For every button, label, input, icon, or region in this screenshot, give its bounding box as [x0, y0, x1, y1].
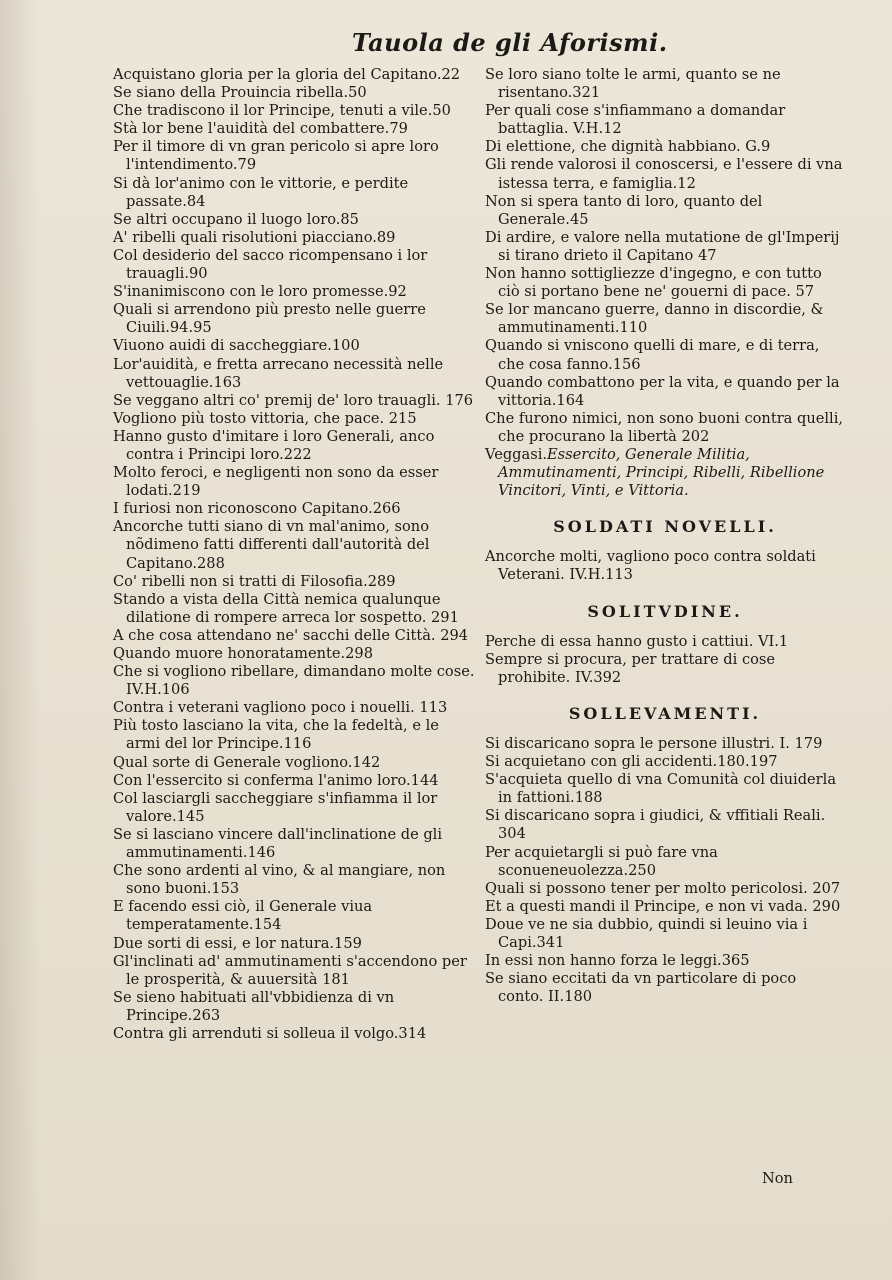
index-entry: Con l'essercito si conferma l'animo loro.144 [113, 771, 439, 789]
index-entry: Molto feroci, e negligenti non sono da esser lodati.219 [113, 464, 439, 500]
index-entry: Quando combattono per la vita, e quando per la vittoria.164 [485, 373, 840, 409]
right-entries-top [485, 66, 845, 446]
index-entry: Quando muore honoratamente.298 [113, 645, 373, 662]
index-entry: Se si lasciano vincere dall'inclinatione de gli ammutinamenti.146 [113, 825, 443, 862]
index-entry: Stà lor bene l'auidità del combattere.79 [113, 120, 408, 138]
index-entry: Viuono auidi di saccheggiare.100 [113, 337, 360, 355]
index-entry: Contra i veterani vagliono poco i nouelli. 113 [113, 699, 448, 717]
index-entry: A' ribelli quali risolutioni piacciano.89 [113, 228, 396, 246]
index-entry: S'acquieta quello di vna Comunità col diuiderla in fattioni.188 [485, 771, 837, 807]
index-entry: Ancorche tutti siano di vn mal'animo, sono nõdimeno fatti differenti dall'autorità del Capitano.288 [113, 518, 430, 572]
left-column [113, 66, 475, 1043]
entries-solitudine [485, 633, 845, 687]
see-also-refs: Essercito, Generale Militia, Ammutinamenti, Principi, Ribelli, Ribellione Vincitori, Vinti, e Vittoria. [498, 445, 825, 500]
heading-sollevamenti: SOLLEVAMENTI. [568, 703, 762, 723]
index-entry: Se siano eccitati da vn particolare di poco conto. II.180 [485, 970, 797, 1006]
index-entry: Se siano della Prouincia ribella.50 [113, 84, 367, 102]
index-entry: Co' ribelli non si tratti di Filosofia.289 [113, 572, 396, 590]
index-entry: Per acquietargli si può fare vna sconueneuolezza.250 [485, 843, 718, 879]
entries-sollevamenti [485, 735, 845, 1006]
index-entry: Non hanno sottigliezze d'ingegno, e con tutto ciò si portano bene ne' gouerni di pace. 57 [485, 265, 822, 301]
index-entry: Più tosto lasciano la vita, che la fedeltà, e le armi del lor Principe.116 [113, 717, 439, 753]
index-entry: Quali si arrendono più presto nelle guerre Ciuili.94.95 [113, 301, 426, 337]
index-entry: Se sieno habituati all'vbbidienza di vn Principe.263 [113, 988, 395, 1024]
index-entry: S'inanimiscono con le loro promesse.92 [113, 283, 407, 301]
index-entry: Che si vogliono ribellare, dimandano molte cose. IV.H.106 [113, 663, 475, 699]
index-entry: Hanno gusto d'imitare i loro Generali, anco contra i Principi loro.222 [113, 427, 435, 463]
index-entry: Contra gli arrenduti si solleua il volgo.314 [113, 1024, 427, 1042]
index-entry: Qual sorte di Generale vogliono.142 [113, 753, 381, 771]
index-entry: Per quali cose s'infiammano a domandar battaglia. V.H.12 [485, 102, 786, 138]
index-entry: Perche di essa hanno gusto i cattiui. VI.1 [485, 632, 789, 650]
index-entry: Che furono nimici, non sono buoni contra quelli, che procurano la libertà 202 [485, 409, 844, 445]
index-entry: Quali si possono tener per molto pericolosi. 207 [485, 879, 841, 897]
index-entry: Due sorti di essi, e lor natura.159 [113, 934, 362, 952]
index-entry: Si dà lor'animo con le vittorie, e perdite passate.84 [113, 174, 409, 210]
right-column [485, 66, 845, 1006]
index-entry: Lor'auidità, e fretta arrecano necessità nelle vettouaglie.163 [113, 355, 444, 391]
index-entry: Per il timore di vn gran pericolo si apre loro l'intendimento.79 [113, 138, 439, 174]
heading-solitudine: SOLITVDINE. [587, 601, 743, 621]
running-head: Tauola de gli Aforismi. [352, 28, 668, 57]
entries-soldati-novelli [485, 548, 845, 584]
index-entry: Col desiderio del sacco ricompensano i lor trauagli.90 [113, 246, 428, 283]
index-entry: Gli rende valorosi il conoscersi, e l'essere di vna istessa terra, e famiglia.12 [485, 156, 843, 192]
see-also-entry [485, 446, 845, 500]
index-entry: Doue ve ne sia dubbio, quindi si leuino via i Capi.341 [485, 915, 808, 952]
index-entry: I furiosi non riconoscono Capitano.266 [113, 500, 401, 518]
index-entry: Si discaricano sopra i giudici, & vffitiali Reali. 304 [485, 807, 826, 843]
index-entry: Ancorche molti, vagliono poco contra soldati Veterani. IV.H.113 [485, 548, 816, 584]
catchword: Non [762, 1170, 793, 1187]
index-entry: Vogliono più tosto vittoria, che pace. 215 [113, 409, 417, 427]
index-entry: Se lor mancano guerre, danno in discordie, & ammutinamenti.110 [485, 301, 824, 337]
index-entry: Di ardire, e valore nella mutatione de gl'Imperij si tirano drieto il Capitano 47 [485, 228, 840, 264]
heading-soldati-novelli: SOLDATI NOVELLI. [553, 517, 777, 537]
index-entry: Col lasciargli saccheggiare s'infiamma il lor valore.145 [113, 789, 438, 825]
index-entry: Quando si vniscono quelli di mare, e di terra, che cosa fanno.156 [485, 337, 820, 373]
see-also-prefix: Veggasi. [485, 445, 548, 463]
index-entry: Se veggano altri co' premij de' loro trauagli. 176 [113, 391, 474, 409]
index-entry: Che sono ardenti al vino, & al mangiare, non sono buoni.153 [113, 862, 446, 898]
index-entry: Se loro siano tolte le armi, quanto se ne risentano.321 [485, 66, 781, 102]
index-entry: E facendo essi ciò, il Generale viua temperatamente.154 [113, 898, 373, 934]
index-entry: Non si spera tanto di loro, quanto del Generale.45 [485, 192, 763, 228]
index-entry: Acquistano gloria per la gloria del Capitano.22 [113, 66, 461, 83]
index-entry: Et a questi mandi il Principe, e non vi vada. 290 [485, 897, 841, 915]
index-entry: Se altri occupano il luogo loro.85 [113, 210, 359, 228]
index-entry: Che tradiscono il lor Principe, tenuti a vile.50 [113, 102, 451, 120]
index-entry: Si acquietano con gli accidenti.180.197 [485, 753, 778, 771]
index-entry: Sempre si procura, per trattare di cose prohibite. IV.392 [485, 650, 776, 686]
index-entry: Stando a vista della Città nemica qualunque dilatione di rompere arreca lor sospetto. 291 [113, 590, 459, 626]
index-entry: A che cosa attendano ne' sacchi delle Città. 294 [113, 626, 469, 644]
index-entry: Si discaricano sopra le persone illustri. I. 179 [485, 735, 823, 752]
index-entry: Di elettione, che dignità habbiano. G.9 [485, 138, 771, 156]
index-entry: In essi non hanno forza le leggi.365 [485, 952, 750, 970]
index-entry: Gl'inclinati ad' ammutinamenti s'accendono per le prosperità, & auuersità 181 [113, 952, 467, 988]
